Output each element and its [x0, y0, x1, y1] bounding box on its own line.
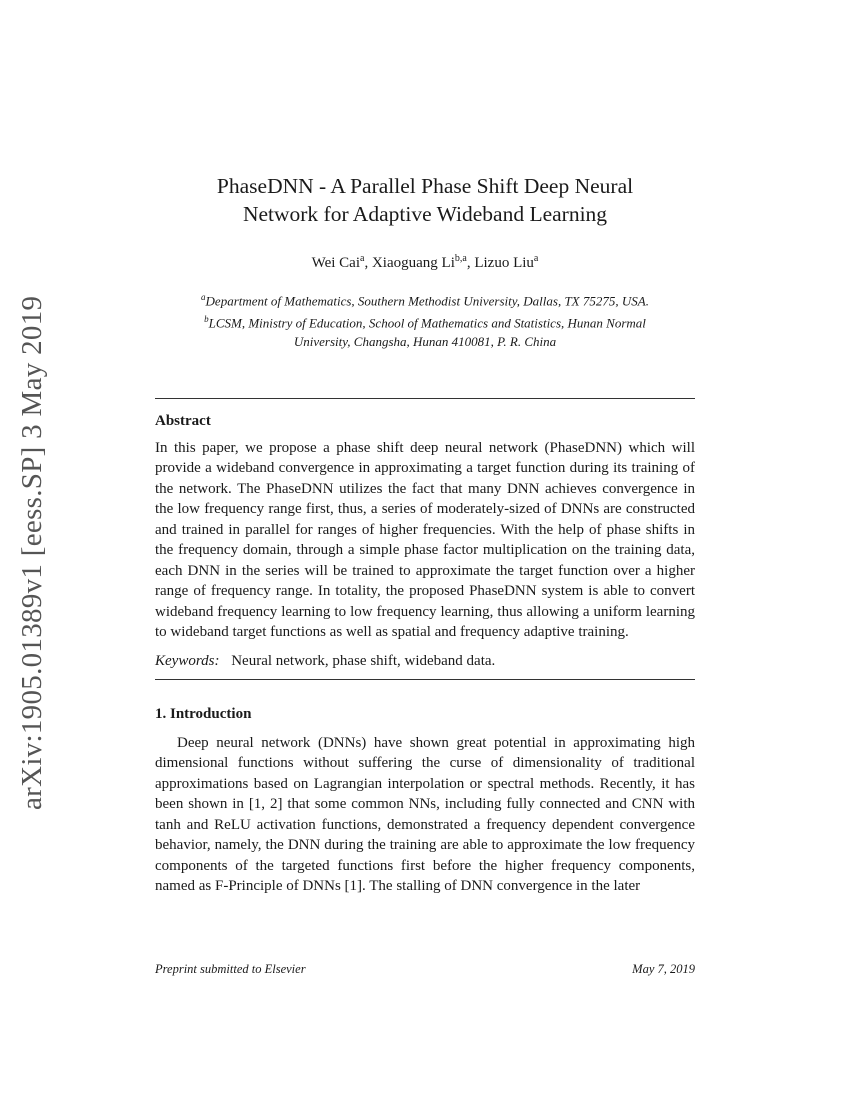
title-line-2: Network for Adaptive Wideband Learning	[242, 202, 608, 226]
affiliation-text: LCSM, Ministry of Education, School of Mathematics and Statistics, Hunan Normal University, Changsha, Hunan 410081, P. R. China	[208, 315, 646, 350]
footer-preprint-note: Preprint submitted to Elsevier	[155, 962, 306, 976]
affiliations	[155, 288, 695, 352]
introduction-body: Deep neural network (DNNs) have shown great potential in approximating high dimensional functions without suffering the curse of dimensionality of traditional approximations based on Lagrangian interpolation or spectral methods. Recently, it has been shown in [1, 2] that some common NNs, including fully connected and CNN with tanh and ReLU activation functions, demonstrated a frequency dependent convergence behavior, namely, the DNN during the training are able to approximate the low frequency components of the targeted functions first before the higher frequency components, named as F-Principle of DNNs [1]. The stalling of DNN convergence in the later	[155, 734, 695, 895]
affiliation-item	[155, 288, 695, 310]
affiliation-mark: a	[201, 291, 206, 302]
abstract-body: In this paper, we propose a phase shift deep neural network (PhaseDNN) which will provide a wideband convergence in approximating a target function during its training of the network. The PhaseDNN utilizes the fact that many DNN achieves convergence in the low frequency range first, thus, a series of moderately-sized of DNNs are constructed and trained in parallel for ranges of higher frequencies. With the help of phase shifts in the frequency domain, through a simple phase factor multiplication on the training data, each DNN in the series will be trained to approximate the target function over a higher range of frequency range. In totality, the proposed PhaseDNN system is able to convert wideband frequency learning to low frequency learning, thus allowing a uniform learning to wideband target functions as well as spatial and frequency adaptive training.	[155, 439, 695, 641]
author-list: Wei Cai$^a$, Xiaoguang Li$^{b,a}$, Lizuo Liu$^a$	[311, 253, 539, 271]
author-name: Wei Cai	[311, 255, 361, 271]
paper-page	[155, 172, 695, 897]
author-name: Lizuo Liu	[474, 255, 534, 271]
affiliation-text: Department of Mathematics, Southern Methodist University, Dallas, TX 75275, USA.	[205, 292, 649, 308]
abstract-heading: Abstract	[155, 413, 211, 430]
section-heading: 1. Introduction	[155, 706, 252, 723]
affiliation-item	[155, 310, 695, 351]
author-affiliation-mark: a	[360, 253, 365, 264]
arxiv-identifier: arXiv:1905.01389v1 [eess.SP] 3 May 2019	[16, 295, 48, 810]
footer-date: May 7, 2019	[632, 962, 695, 976]
keywords-label: Keywords:	[155, 652, 220, 669]
affiliation-mark: b	[204, 313, 209, 324]
abstract-bottom-rule	[155, 679, 695, 680]
author-affiliation-mark: a	[533, 253, 539, 264]
author-affiliation-mark: b,a	[454, 253, 467, 264]
title-line-1: PhaseDNN - A Parallel Phase Shift Deep Neural	[216, 174, 634, 198]
author-name: Xiaoguang Li	[371, 255, 455, 271]
keywords-text: Neural network, phase shift, wideband data.	[231, 652, 496, 669]
keywords-line	[155, 651, 695, 672]
page-footer	[155, 962, 695, 977]
abstract-top-rule	[155, 398, 695, 399]
paper-title	[155, 172, 695, 228]
